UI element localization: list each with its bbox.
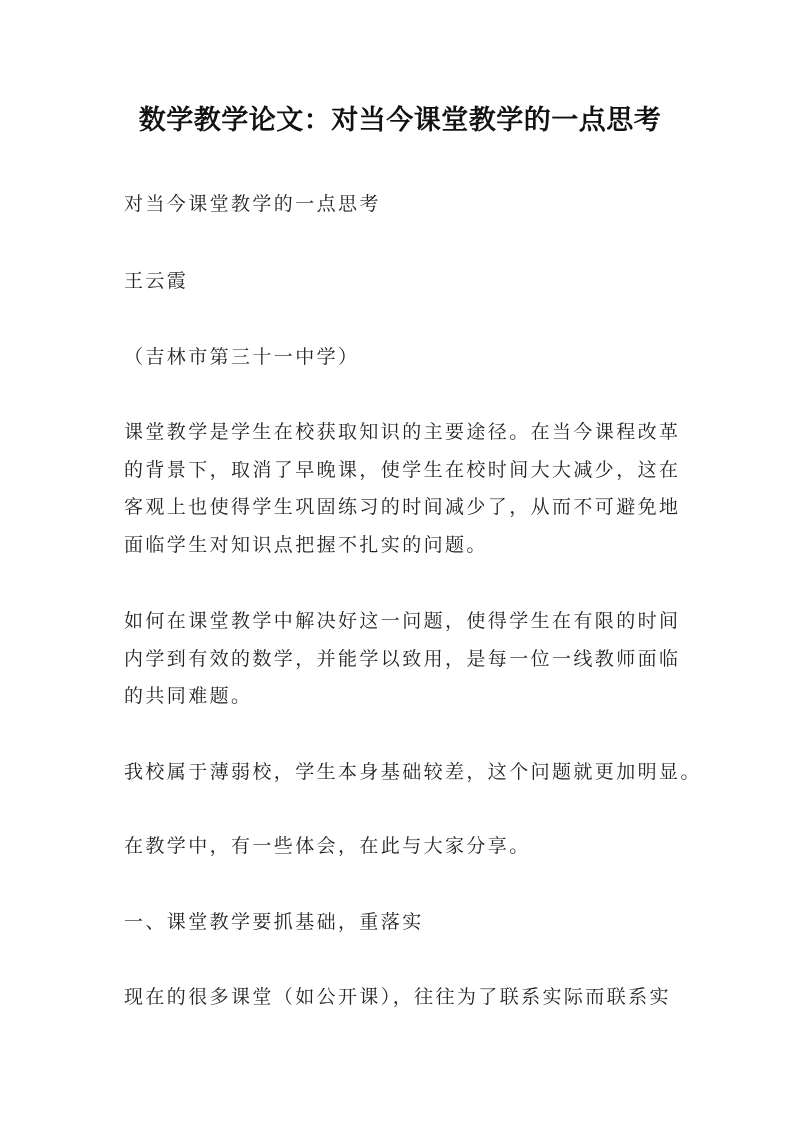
section-heading — [124, 904, 684, 942]
article-subtitle: 对当今课堂教学的一点思考 — [124, 193, 381, 215]
paragraph-line: 我校属于薄弱校，学生本身基础较差，这个问题就更加明显。 — [124, 761, 702, 783]
paragraph-line: 在教学中，有一些体会，在此与大家分享。 — [124, 835, 531, 857]
paragraph-line: 的背景下，取消了早晚课，使学生在校时间大大减少，这在 — [124, 458, 681, 481]
author-name: 王云霞 — [124, 270, 189, 292]
paragraph-4 — [124, 828, 684, 866]
paragraph-line: 面临学生对知识点把握不扎实的问题。 — [124, 533, 488, 556]
author-affiliation: （吉林市第三十一中学） — [124, 346, 360, 368]
section-heading-text: 一、课堂教学要抓基础，重落实 — [124, 911, 424, 933]
paragraph-line: 客观上也使得学生巩固练习的时间减少了，从而不可避免地 — [124, 496, 681, 518]
paragraph-3 — [124, 754, 702, 792]
paragraph-line: 课堂教学是学生在校获取知识的主要途径。在当今课程改革 — [124, 421, 681, 443]
paragraph-1 — [124, 414, 684, 564]
paragraph-line: 的共同难题。 — [124, 685, 253, 707]
document-title: 数学教学论文：对当今课堂教学的一点思考 — [138, 105, 662, 136]
paragraph-line: 内学到有效的数学，并能学以致用，是每一位一线教师面临 — [124, 647, 681, 670]
paragraph-line: 如何在课堂教学中解决好这一问题，使得学生在有限的时间 — [124, 610, 681, 632]
paragraph-2 — [124, 603, 684, 716]
paragraph-line: 现在的很多课堂（如公开课），往往为了联系实际而联系实 — [124, 986, 671, 1008]
paragraph-5 — [124, 979, 684, 1017]
